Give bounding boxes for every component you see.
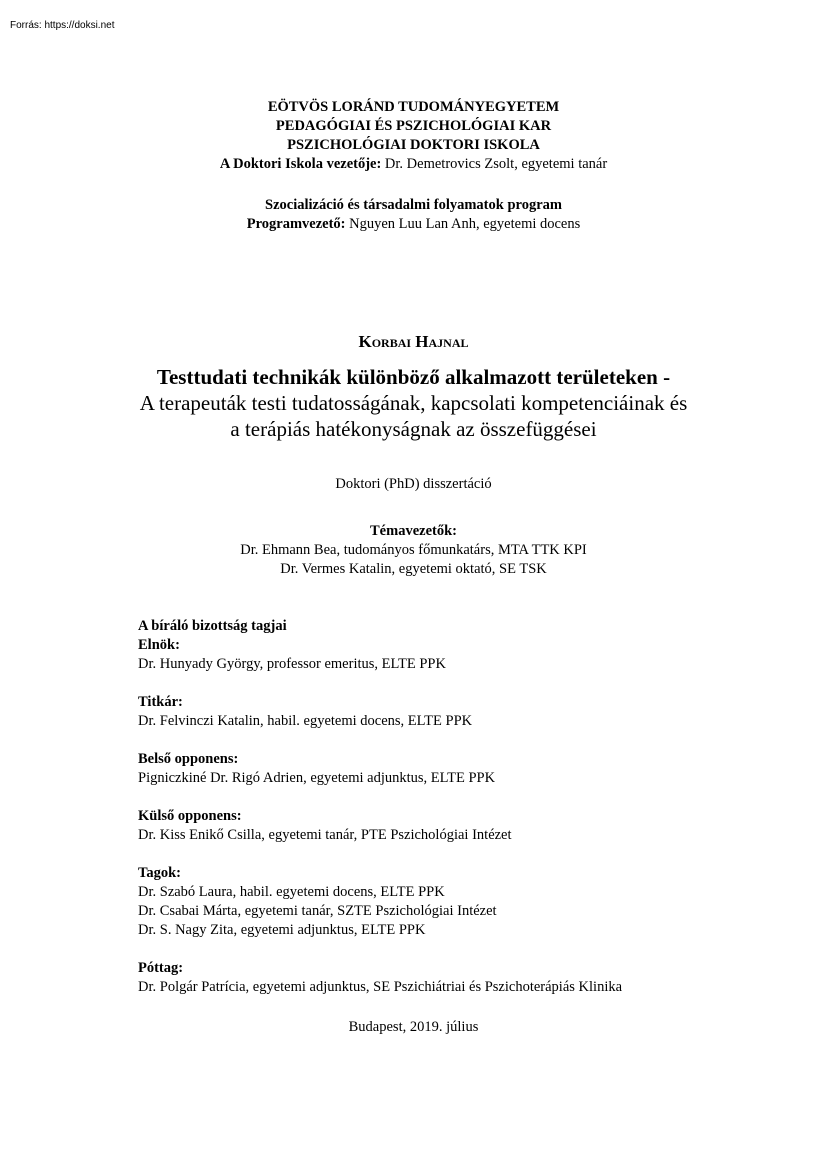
program-block [0, 196, 827, 234]
source-note: Forrás: https://doksi.net [10, 20, 115, 31]
committee-group-secretary [138, 693, 798, 731]
committee-group-chair [138, 636, 798, 674]
program-leader-value: Nguyen Luu Lan Anh, egyetemi docens [349, 216, 581, 232]
committee-member: Dr. Szabó Laura, habil. egyetemi docens, ELTE PPK [138, 884, 445, 900]
committee-group-internal-opponent [138, 750, 798, 788]
group-label: Belső opponens: [138, 751, 239, 767]
dissertation-type: Doktori (PhD) disszertáció [335, 476, 492, 492]
supervisors-label: Témavezetők: [370, 523, 457, 539]
author-name: Korbai Hajnal [358, 332, 469, 351]
group-label: Külső opponens: [138, 808, 242, 824]
committee-group-members [138, 864, 798, 940]
title-main: Testtudati technikák különböző alkalmazott területeken - [156, 365, 671, 389]
faculty-name: PEDAGÓGIAI ÉS PSZICHOLÓGIAI KAR [275, 118, 552, 134]
head-label: A Doktori Iskola vezetője: [219, 156, 382, 172]
program-leader-label: Programvezető: [246, 216, 346, 232]
title-sub-line-1: A terapeuták testi tudatosságának, kapcsolati kompetenciáinak és [139, 391, 688, 415]
doctoral-school-name: PSZICHOLÓGIAI DOKTORI ISKOLA [287, 137, 540, 153]
committee-group-substitute [138, 959, 798, 997]
program-leader [0, 215, 827, 234]
university-name: EÖTVÖS LORÁND TUDOMÁNYEGYETEM [267, 99, 560, 115]
committee-member: Dr. Csabai Márta, egyetemi tanár, SZTE Pszichológiai Intézet [138, 903, 497, 919]
committee-member: Dr. S. Nagy Zita, egyetemi adjunktus, ELTE PPK [138, 922, 426, 938]
group-label: Elnök: [138, 637, 180, 653]
committee-heading: A bíráló bizottság tagjai [138, 618, 287, 634]
place-date: Budapest, 2019. július [348, 1019, 479, 1035]
institution-header [0, 98, 827, 174]
committee-member: Dr. Polgár Patrícia, egyetemi adjunktus, SE Pszichiátriai és Pszichoterápiás Klinika [138, 979, 623, 995]
doctoral-school-head [0, 155, 827, 174]
committee-member: Dr. Felvinczi Katalin, habil. egyetemi docens, ELTE PPK [138, 713, 473, 729]
supervisor: Dr. Ehmann Bea, tudományos főmunkatárs, MTA TTK KPI [240, 542, 587, 558]
group-label: Titkár: [138, 694, 183, 710]
group-label: Póttag: [138, 960, 184, 976]
committee-group-external-opponent [138, 807, 798, 845]
head-value: Dr. Demetrovics Zsolt, egyetemi tanár [384, 156, 608, 172]
review-committee [138, 617, 798, 997]
program-name: Szocializáció és társadalmi folyamatok program [265, 197, 562, 213]
committee-member: Dr. Kiss Enikő Csilla, egyetemi tanár, PTE Pszichológiai Intézet [138, 827, 512, 843]
title-sub-line-2: a terápiás hatékonyságnak az összefüggései [230, 417, 597, 441]
supervisors-block [0, 522, 827, 579]
committee-member: Dr. Hunyady György, professor emeritus, ELTE PPK [138, 656, 446, 672]
supervisor: Dr. Vermes Katalin, egyetemi oktató, SE TSK [280, 561, 547, 577]
committee-member: Pigniczkiné Dr. Rigó Adrien, egyetemi adjunktus, ELTE PPK [138, 770, 496, 786]
group-label: Tagok: [138, 865, 181, 881]
dissertation-title [0, 364, 827, 442]
